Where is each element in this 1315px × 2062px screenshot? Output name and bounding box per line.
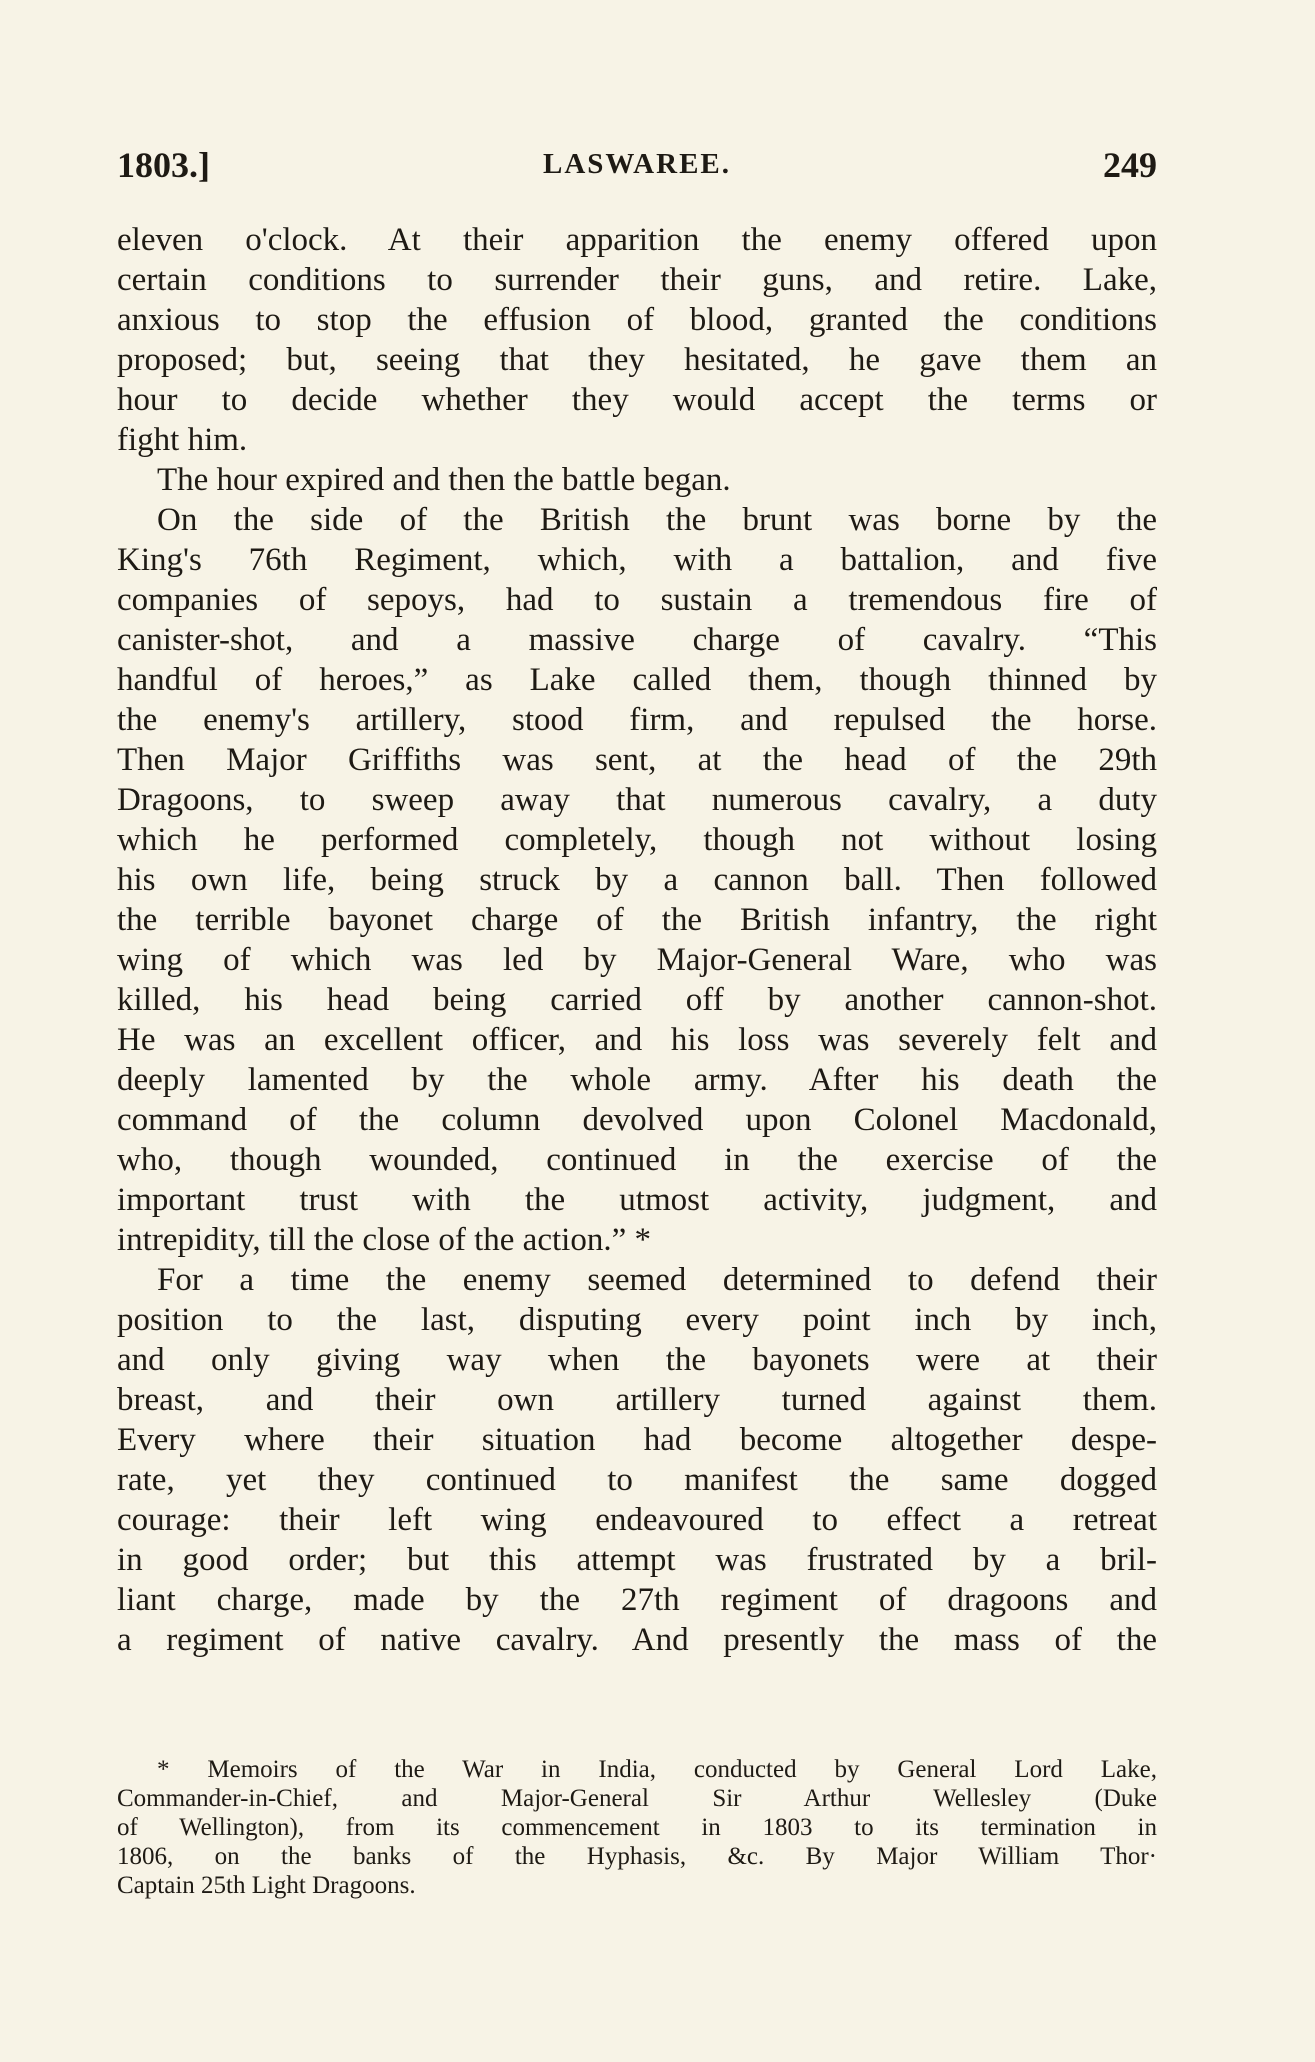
text-line: The hour expired and then the battle began. xyxy=(157,462,731,498)
text-line: deeply lamented by the whole army. After his death the xyxy=(117,1062,1157,1098)
text-line: which he performed completely, though not without losing xyxy=(117,822,1157,858)
text-line: For a time the enemy seemed determined to defend their xyxy=(157,1262,1157,1298)
text-line: a regiment of native cavalry. And presently the mass of the xyxy=(117,1622,1157,1658)
text-line: canister-shot, and a massive charge of cavalry. “This xyxy=(117,622,1157,658)
footnote-line: Captain 25th Light Dragoons. xyxy=(117,1872,416,1899)
text-line: Every where their situation had become altogether despe- xyxy=(117,1422,1157,1458)
body-text xyxy=(117,220,1157,1660)
text-line: liant charge, made by the 27th regiment of dragoons and xyxy=(117,1582,1157,1618)
text-line: the terrible bayonet charge of the British infantry, the right xyxy=(117,902,1157,938)
text-line: in good order; but this attempt was frustrated by a bril- xyxy=(117,1542,1157,1578)
page-number: 249 xyxy=(1103,145,1157,185)
text-line: eleven o'clock. At their apparition the enemy offered upon xyxy=(117,222,1157,258)
footnote-line: Commander-in-Chief, and Major-General Sir Arthur Wellesley (Duke xyxy=(117,1785,1157,1812)
footnote-line: * Memoirs of the War in India, conducted by General Lord Lake, xyxy=(157,1756,1157,1783)
text-line: rate, yet they continued to manifest the same dogged xyxy=(117,1462,1157,1498)
text-line: certain conditions to surrender their guns, and retire. Lake, xyxy=(117,262,1157,298)
text-line: companies of sepoys, had to sustain a tremendous fire of xyxy=(117,582,1157,618)
text-line: breast, and their own artillery turned against them. xyxy=(117,1382,1157,1418)
text-line: anxious to stop the effusion of blood, granted the conditions xyxy=(117,302,1157,338)
text-line: intrepidity, till the close of the action.” * xyxy=(117,1222,651,1258)
running-head-title: LASWAREE. xyxy=(542,148,732,180)
text-line: who, though wounded, continued in the exercise of the xyxy=(117,1142,1157,1178)
text-line: King's 76th Regiment, which, with a battalion, and five xyxy=(117,542,1157,578)
text-line: his own life, being struck by a cannon ball. Then followed xyxy=(117,862,1157,898)
footnote-line: of Wellington), from its commencement in 1803 to its termination in xyxy=(117,1814,1157,1841)
text-line: Dragoons, to sweep away that numerous cavalry, a duty xyxy=(117,782,1157,818)
text-line: the enemy's artillery, stood firm, and repulsed the horse. xyxy=(117,702,1157,738)
text-line: handful of heroes,” as Lake called them, though thinned by xyxy=(117,662,1157,698)
text-line: position to the last, disputing every point inch by inch, xyxy=(117,1302,1157,1338)
text-line: courage: their left wing endeavoured to effect a retreat xyxy=(117,1502,1157,1538)
text-line: killed, his head being carried off by another cannon-shot. xyxy=(117,982,1157,1018)
running-head-year: 1803.] xyxy=(117,145,210,185)
text-line: proposed; but, seeing that they hesitated, he gave them an xyxy=(117,342,1157,378)
footnote xyxy=(117,1755,1157,1900)
running-head xyxy=(117,144,1157,194)
text-line: fight him. xyxy=(117,422,248,458)
text-line: Then Major Griffiths was sent, at the head of the 29th xyxy=(117,742,1157,778)
text-line: hour to decide whether they would accept the terms or xyxy=(117,382,1157,418)
text-line: wing of which was led by Major-General Ware, who was xyxy=(117,942,1157,978)
text-line: He was an excellent officer, and his loss was severely felt and xyxy=(117,1022,1157,1058)
footnote-line: 1806, on the banks of the Hyphasis, &c. By Major William Thor· xyxy=(117,1843,1157,1870)
text-line: On the side of the British the brunt was borne by the xyxy=(157,502,1157,538)
text-line: command of the column devolved upon Colonel Macdonald, xyxy=(117,1102,1157,1138)
text-line: important trust with the utmost activity, judgment, and xyxy=(117,1182,1157,1218)
text-line: and only giving way when the bayonets were at their xyxy=(117,1342,1157,1378)
